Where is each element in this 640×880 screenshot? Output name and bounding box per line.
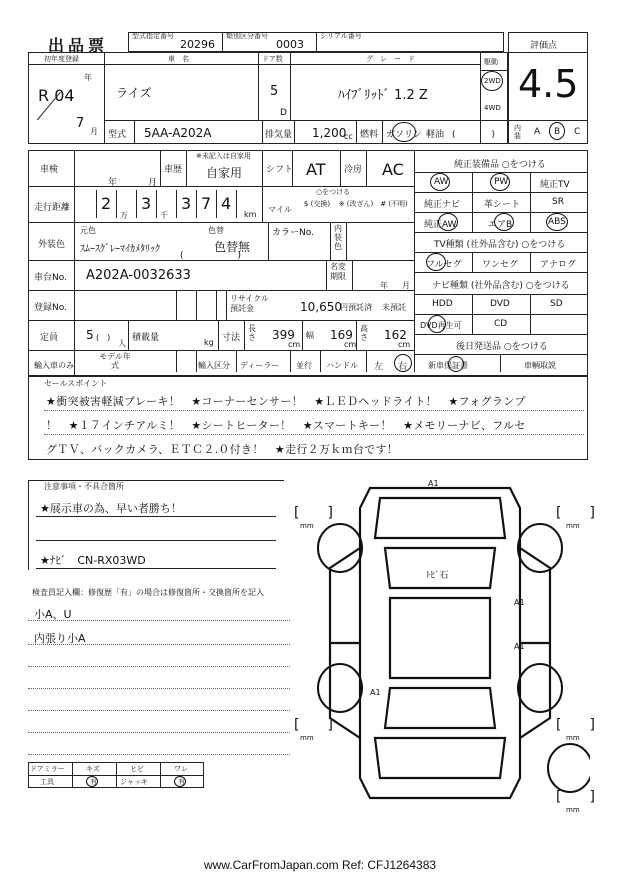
size-label: 寸法 (222, 333, 241, 343)
title-change-label: 名変期限 (330, 262, 346, 281)
genuine-label: 純正装備品 ○をつける (454, 160, 546, 170)
color-change-value: 色替無 (214, 240, 251, 254)
type-cert-label: 型式指定番号 (132, 32, 174, 40)
damage-mark: A1 (428, 479, 439, 488)
front-left-wheel (318, 524, 362, 572)
displacement-label: 排気量 (265, 130, 293, 140)
front-hood (375, 498, 505, 538)
model-label: 型式 (108, 130, 127, 140)
drive-4wd: 4WD (484, 104, 501, 112)
displacement-value: 1,200 (312, 126, 347, 140)
car-diagram (290, 478, 590, 808)
fuel-gasoline: ガソリン (386, 130, 423, 140)
front-right-wheel (518, 524, 562, 572)
handle-right-circle (394, 354, 412, 372)
height-value: 162 (384, 328, 407, 342)
original-color-value: ｽﾑｰｽｸﾞﾚｰﾏｲｶﾒﾀﾘｯｸ (80, 244, 160, 255)
shift-label: シフト (266, 165, 294, 175)
shift-value: AT (306, 160, 326, 179)
door-type: D (280, 108, 287, 118)
aircon-value: AC (382, 160, 404, 179)
doors-value: 5 (270, 84, 279, 99)
fuel-diesel: 軽油 (426, 130, 445, 140)
mileage-digit: 2 (101, 194, 112, 213)
fuel-circle (392, 122, 416, 142)
mileage-digit: 7 (201, 194, 212, 213)
rear-left-wheel (318, 664, 362, 712)
chassis-value: A202A-0032633 (86, 268, 191, 283)
color-code-label: カラーNo. (272, 228, 314, 238)
sales-line: ★衝突被害軽減ブレーキ！ ★コーナーセンサー！ ★ＬＥＤヘッドライト！ ★フォグランプ (46, 395, 526, 408)
interior-circle (549, 122, 565, 140)
aircon-label: 冷房 (344, 165, 363, 175)
notes-label: 注意事項・不具合箇所 (44, 482, 124, 491)
name-value: ライズ (116, 86, 152, 100)
navi-label: ナビ種類 (社外品含む) ○をつける (432, 281, 570, 291)
load-label: 積載量 (132, 333, 160, 343)
sales-points-label: セールスポイント (44, 379, 108, 388)
damage-mark: A1 (514, 598, 525, 607)
mileage-digit: 3 (181, 194, 192, 213)
damage-mark: A1 (514, 642, 525, 651)
mileage-digit: 4 (221, 194, 232, 213)
inspector-line-2: 内張り小A (34, 632, 86, 645)
drive-2wd-circle (481, 71, 503, 91)
note-line-1: ★展示車の為、早い者勝ち！ (40, 502, 182, 515)
history-label: 車歴 (164, 165, 183, 175)
fuel-label: 燃料 (360, 130, 379, 140)
first-reg-year: R 04 (38, 86, 75, 105)
capacity-value: 5 (86, 328, 94, 342)
sales-line: グＴＶ、バックカメラ、ＥＴＣ２.０付き！ ★走行２万ｋｍ台です！ (46, 443, 399, 456)
recycle-label: リサイクル預託金 (230, 294, 269, 313)
history-value: 自家用 (206, 166, 243, 180)
width-value: 169 (330, 328, 353, 342)
score-value: 4.5 (518, 62, 579, 106)
interior-label: 内装 (514, 124, 521, 140)
inspector-label: 検査員記入欄：修復歴「有」の場合は修復箇所・交換箇所を記入 (32, 588, 264, 597)
color-label: 外装色 (38, 240, 66, 250)
interior-color-label: 内装色 (334, 224, 342, 251)
first-reg-label: 初年度登録 (44, 55, 79, 63)
tv-label: TV種類 (社外品含む) ○をつける (434, 240, 566, 250)
mileage-digit: 3 (141, 194, 152, 213)
note-line-2: ★ﾅﾋﾞ CN-RX03WD (40, 554, 146, 567)
doors-label: ドア数 (262, 55, 283, 63)
drive-2wd: 2WD (484, 77, 501, 85)
sales-line: ！ ★１７インチアルミ！ ★シートヒーター！ ★スマートキー！ ★メモリーナビ、フルセ (46, 419, 526, 432)
damage-mark: ﾄﾋﾞ石 (426, 571, 449, 581)
name-label: 車 名 (168, 55, 189, 63)
import-label: 輸入車のみ (34, 361, 74, 370)
car-body-outline (360, 488, 520, 798)
recycle-value: 10,650 (300, 300, 342, 314)
serial-label: シリアル番号 (320, 32, 362, 40)
grade-label: グ レ ー ド (366, 55, 415, 63)
trunk (375, 738, 505, 778)
roof (390, 598, 490, 678)
reg-no-label: 登録No. (34, 303, 67, 313)
type-cert-value: 20296 (180, 38, 215, 51)
damage-mark: A1 (370, 688, 381, 697)
later-label: 後日発送品 ○をつける (456, 342, 548, 352)
capacity-label: 定員 (40, 333, 59, 343)
page-title: 出品票 (48, 36, 109, 55)
inspector-line-1: 小A、U (34, 608, 72, 621)
category-label: 類別区分番号 (226, 32, 268, 40)
grade-value: ﾊｲﾌﾞﾘｯﾄﾞ 1.2 Z (338, 88, 428, 103)
model-value: 5AA-A202A (144, 126, 212, 140)
inspection-label: 車検 (40, 165, 59, 175)
footer-watermark: www.CarFromJapan.com Ref: CFJ1264383 (203, 858, 437, 872)
first-reg-month: 7 (76, 116, 85, 131)
length-value: 399 (272, 328, 295, 342)
score-label: 評価点 (530, 41, 558, 51)
drive-label: 駆動 (484, 58, 498, 66)
mileage-label: 走行距離 (34, 203, 71, 213)
meter-mile: マイル (268, 205, 292, 214)
spare-wheel (548, 744, 590, 792)
rear-window (385, 688, 495, 728)
category-value: 0003 (276, 38, 304, 51)
chassis-label: 車台No. (34, 273, 67, 283)
rear-right-wheel (518, 664, 562, 712)
